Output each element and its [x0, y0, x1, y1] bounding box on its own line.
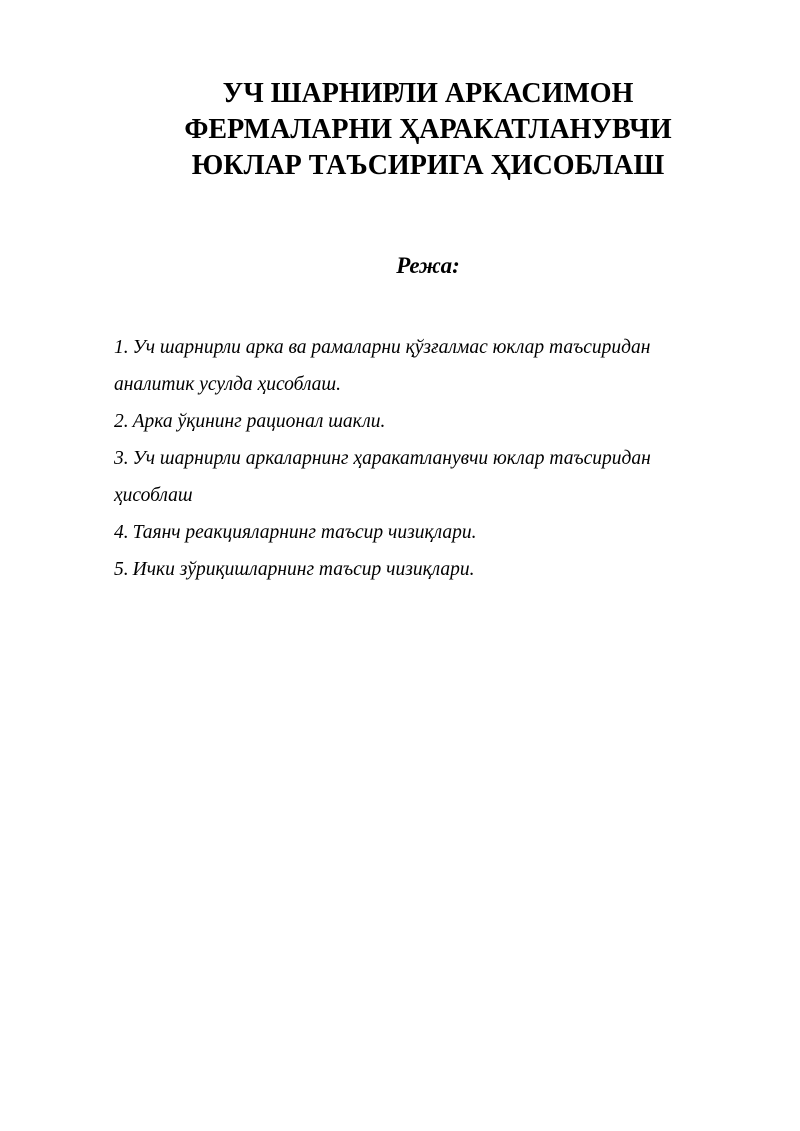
plan-item-continuation: ҳисоблаш — [114, 485, 193, 506]
plan-item-1 — [114, 329, 734, 403]
plan-item-number: 5. — [114, 559, 129, 580]
plan-item-line — [114, 551, 734, 588]
plan-item-line — [114, 440, 734, 477]
plan-heading: Режа: — [396, 253, 460, 278]
plan-item-continuation: аналитик усулда ҳисоблаш. — [114, 374, 342, 395]
plan-item-line — [114, 514, 734, 551]
title-line-2: ФЕРМАЛАРНИ ҲАРАКАТЛАНУВЧИ — [184, 114, 672, 145]
plan-item-text: Уч шарнирли арка ва рамаларни қўзғалмас юклар таъсиридан — [132, 337, 651, 358]
plan-item-text: Таянч реакцияларнинг таъсир чизиқлари. — [132, 522, 477, 543]
plan-item-line — [114, 329, 734, 366]
title-line-1: УЧ ШАРНИРЛИ АРКАСИМОН — [222, 78, 634, 109]
plan-item-text: Уч шарнирли аркаларнинг ҳаракатланувчи юклар таъсиридан — [132, 448, 651, 469]
plan-item-number: 1. — [114, 337, 129, 358]
plan-item-5 — [114, 551, 734, 588]
plan-item-line — [114, 403, 734, 440]
plan-item-2 — [114, 403, 734, 440]
plan-item-text: Арка ўқининг рационал шакли. — [132, 411, 386, 432]
plan-item-number: 4. — [114, 522, 129, 543]
plan-item-3 — [114, 440, 734, 514]
plan-item-text: Ички зўриқишларнинг таъсир чизиқлари. — [132, 559, 475, 580]
page-title — [100, 76, 756, 184]
plan-item-number: 2. — [114, 411, 129, 432]
plan-list — [114, 329, 734, 588]
plan-item-number: 3. — [114, 448, 129, 469]
plan-item-4 — [114, 514, 734, 551]
title-line-3: ЮКЛАР ТАЪСИРИГА ҲИСОБЛАШ — [191, 150, 665, 181]
